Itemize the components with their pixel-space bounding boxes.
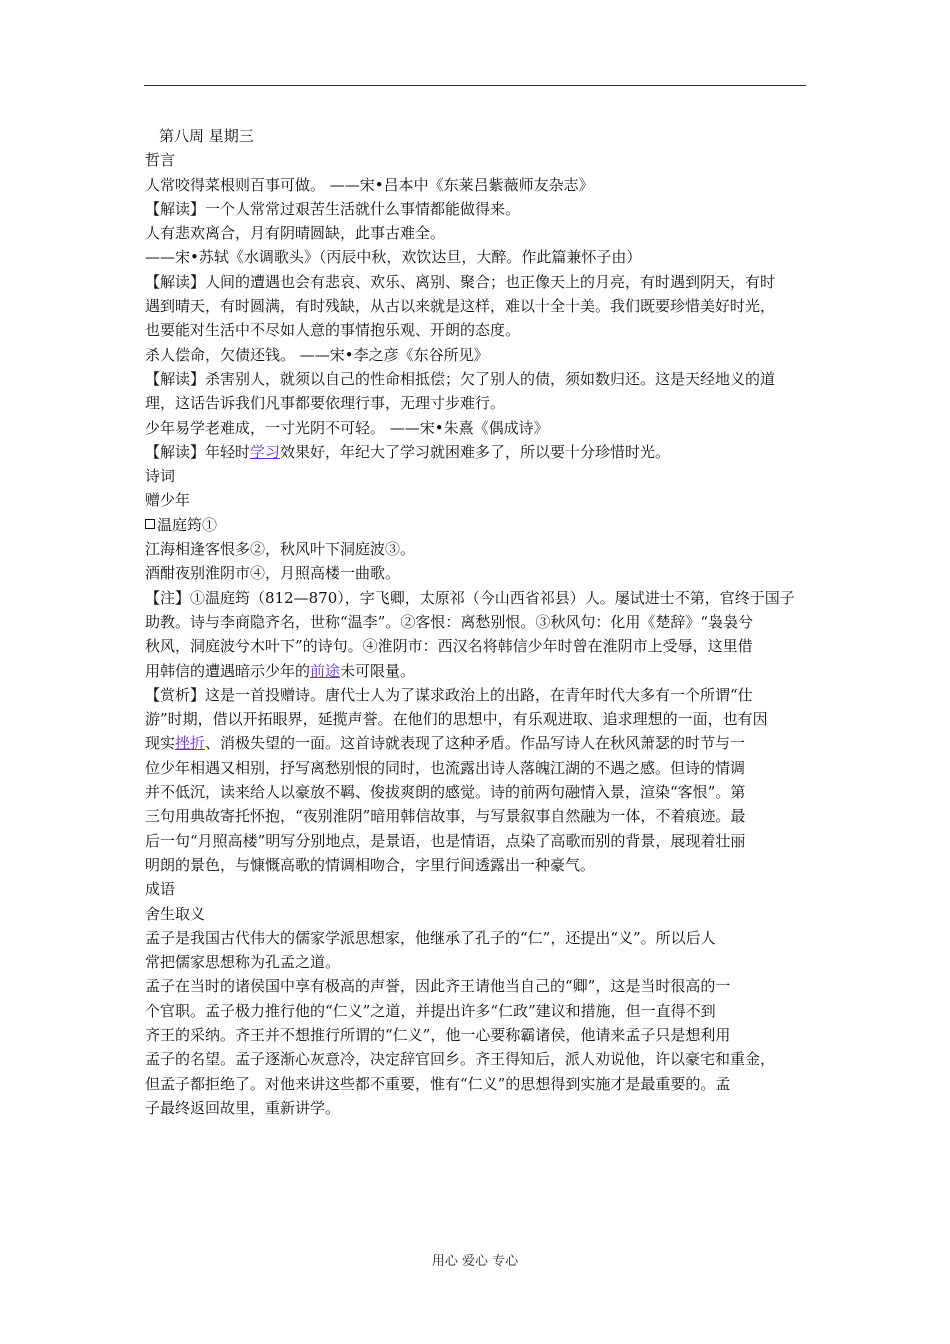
reading-4-pre: 【解读】年轻时 [145,442,251,461]
setback-link[interactable]: 挫折 [175,734,206,753]
notes-line: 助教。诗与李商隐齐名，世称“温李”。②客恨：离愁别恨。③秋风句：化用《楚辞》“袅袅兮 [145,612,754,631]
idiom-text-line: 但孟子都拒绝了。对他来讲这些都不重要，惟有“仁义”的思想得到实施才是最重要的。孟 [145,1074,731,1093]
section-heading-zheyan: 哲言 [145,151,176,170]
page-footer: 用心 爱心 专心 [431,1254,519,1269]
quote-2-text: 人有悲欢离合，月有阴晴圆缺，此事古难全。 [145,224,446,243]
poem-title: 赠少年 [145,491,191,510]
notes-last-post: 未可限量。 [340,661,416,680]
poem-author [145,513,810,537]
idiom-text-line: 个官职。孟子极力推行他的“仁义”之道，并提出许多“仁政”建议和措施，但一直得不到 [145,1001,716,1020]
poem-line-1: 江海相逢客恨多②，秋风叶下洞庭波③。 [145,540,416,559]
idiom-text-line: 常把儒家思想称为孔孟之道。 [145,953,341,972]
appreciation-link-post: 、消极失望的一面。这首诗就表现了这种矛盾。作品写诗人在秋风萧瑟的时节与一 [205,734,746,753]
quote-4: 少年易学老难成，一寸光阴不可轻。 ——宋•朱熹《偶成诗》 [145,418,549,437]
appreciation-line: 位少年相遇又相别，抒写离愁别恨的同时，也流露出诗人落魄江湖的不遇之感。但诗的情调 [145,758,746,777]
notes-line: 【注】①温庭筠（812—870），字飞卿，太原祁（今山西省祁县）人。屡试进士不第，官终于国子 [145,588,795,607]
reading-4-post: 效果好，年纪大了学习就困难多了，所以要十分珍惜时光。 [280,442,671,461]
notes-line: 秋风，洞庭波兮木叶下”的诗句。④淮阴市：西汉名将韩信少年时曾在淮阴市上受辱，这里借 [145,637,753,656]
section-heading-shici: 诗词 [145,467,176,486]
week-title: 第八周 星期三 [159,127,254,145]
idiom-text-line: 孟子在当时的诸侯国中享有极高的声誉，因此齐王请他当自己的“卿”，这是当时很高的一 [145,977,731,996]
appreciation-line: 【赏析】这是一首投赠诗。唐代士人为了谋求政治上的出路，在青年时代大多有一个所谓“仕 [145,685,753,704]
idiom-text-line: 孟子是我国古代伟大的儒家学派思想家，他继承了孔子的“仁”，还提出“义”。所以后人 [145,928,716,947]
notes-last-pre: 用韩信的遭遇暗示少年的 [145,661,311,680]
idiom-text-line: 孟子的名望。孟子逐渐心灰意冷，决定辞官回乡。齐王得知后，派人劝说他，许以豪宅和重金， [145,1050,776,1069]
document-body [145,124,810,1120]
appreciation-link-pre: 现实 [145,734,176,753]
quote-2-source: ——宋•苏轼《水调歌头》（丙辰中秋，欢饮达旦，大醉。作此篇兼怀子由） [145,248,642,267]
idiom-text-line: 子最终返回故里，重新讲学。 [145,1098,341,1117]
reading-1: 【解读】一个人常常过艰苦生活就什么事情都能做得来。 [145,199,521,218]
reading-2-line: 遇到晴天，有时圆满，有时残缺，从古以来就是这样，难以十全十美。我们既要珍惜美好时光， [145,297,776,316]
reading-4 [145,440,810,464]
appreciation-line: 三句用典故寄托怀抱，“夜别淮阴”暗用韩信故事，与写景叙事自然融为一体，不着痕迹。最 [145,807,746,826]
quote-3: 杀人偿命，欠债还钱。 ——宋•李之彦《东谷所见》 [145,345,489,364]
section-heading-chengyu: 成语 [145,880,176,899]
appreciation-line: 明朗的景色，与慷慨高歌的情调相吻合，字里行间透露出一种豪气。 [145,855,596,874]
notes-last-line [145,659,810,683]
study-link[interactable]: 学习 [250,442,281,461]
reading-3-line: 理，这话告诉我们凡事都要依理行事，无理寸步难行。 [145,394,506,413]
future-link[interactable]: 前途 [310,661,341,680]
appreciation-link-line [145,731,810,755]
quote-1: 人常咬得菜根则百事可做。 ——宋•吕本中《东莱吕紫薇师友杂志》 [145,175,594,194]
poem-author-text: 温庭筠① [157,515,218,534]
idiom-text-line: 齐王的采纳。齐王并不想推行所谓的“仁义”，他一心要称霸诸侯，他请来孟子只是想利用 [145,1025,731,1044]
idiom-title: 舍生取义 [145,904,206,923]
reading-2-line: 【解读】人间的遭遇也会有悲哀、欢乐、离别、聚合；也正像天上的月亮，有时遇到阴天，有时 [145,272,776,291]
header-rule [144,85,806,86]
appreciation-line: 游”时期，借以开拓眼界，延揽声誉。在他们的思想中，有乐观进取、追求理想的一面，也有因 [145,710,768,729]
square-bullet-icon [145,519,155,529]
reading-2-line: 也要能对生活中不尽如人意的事情抱乐观、开朗的态度。 [145,321,521,340]
appreciation-line: 并不低沉，读来给人以豪放不羁、俊拔爽朗的感觉。诗的前两句融情入景，渲染“客恨”。第 [145,783,746,802]
appreciation-line: 后一句“月照高楼”明写分别地点，是景语，也是情语，点染了高歌而别的背景，展现着壮丽 [145,831,746,850]
poem-line-2: 酒酣夜别淮阴市④，月照高楼一曲歌。 [145,564,401,583]
reading-3-line: 【解读】杀害别人，就须以自己的性命相抵偿；欠了别人的债，须如数归还。这是天经地义的道 [145,369,776,388]
